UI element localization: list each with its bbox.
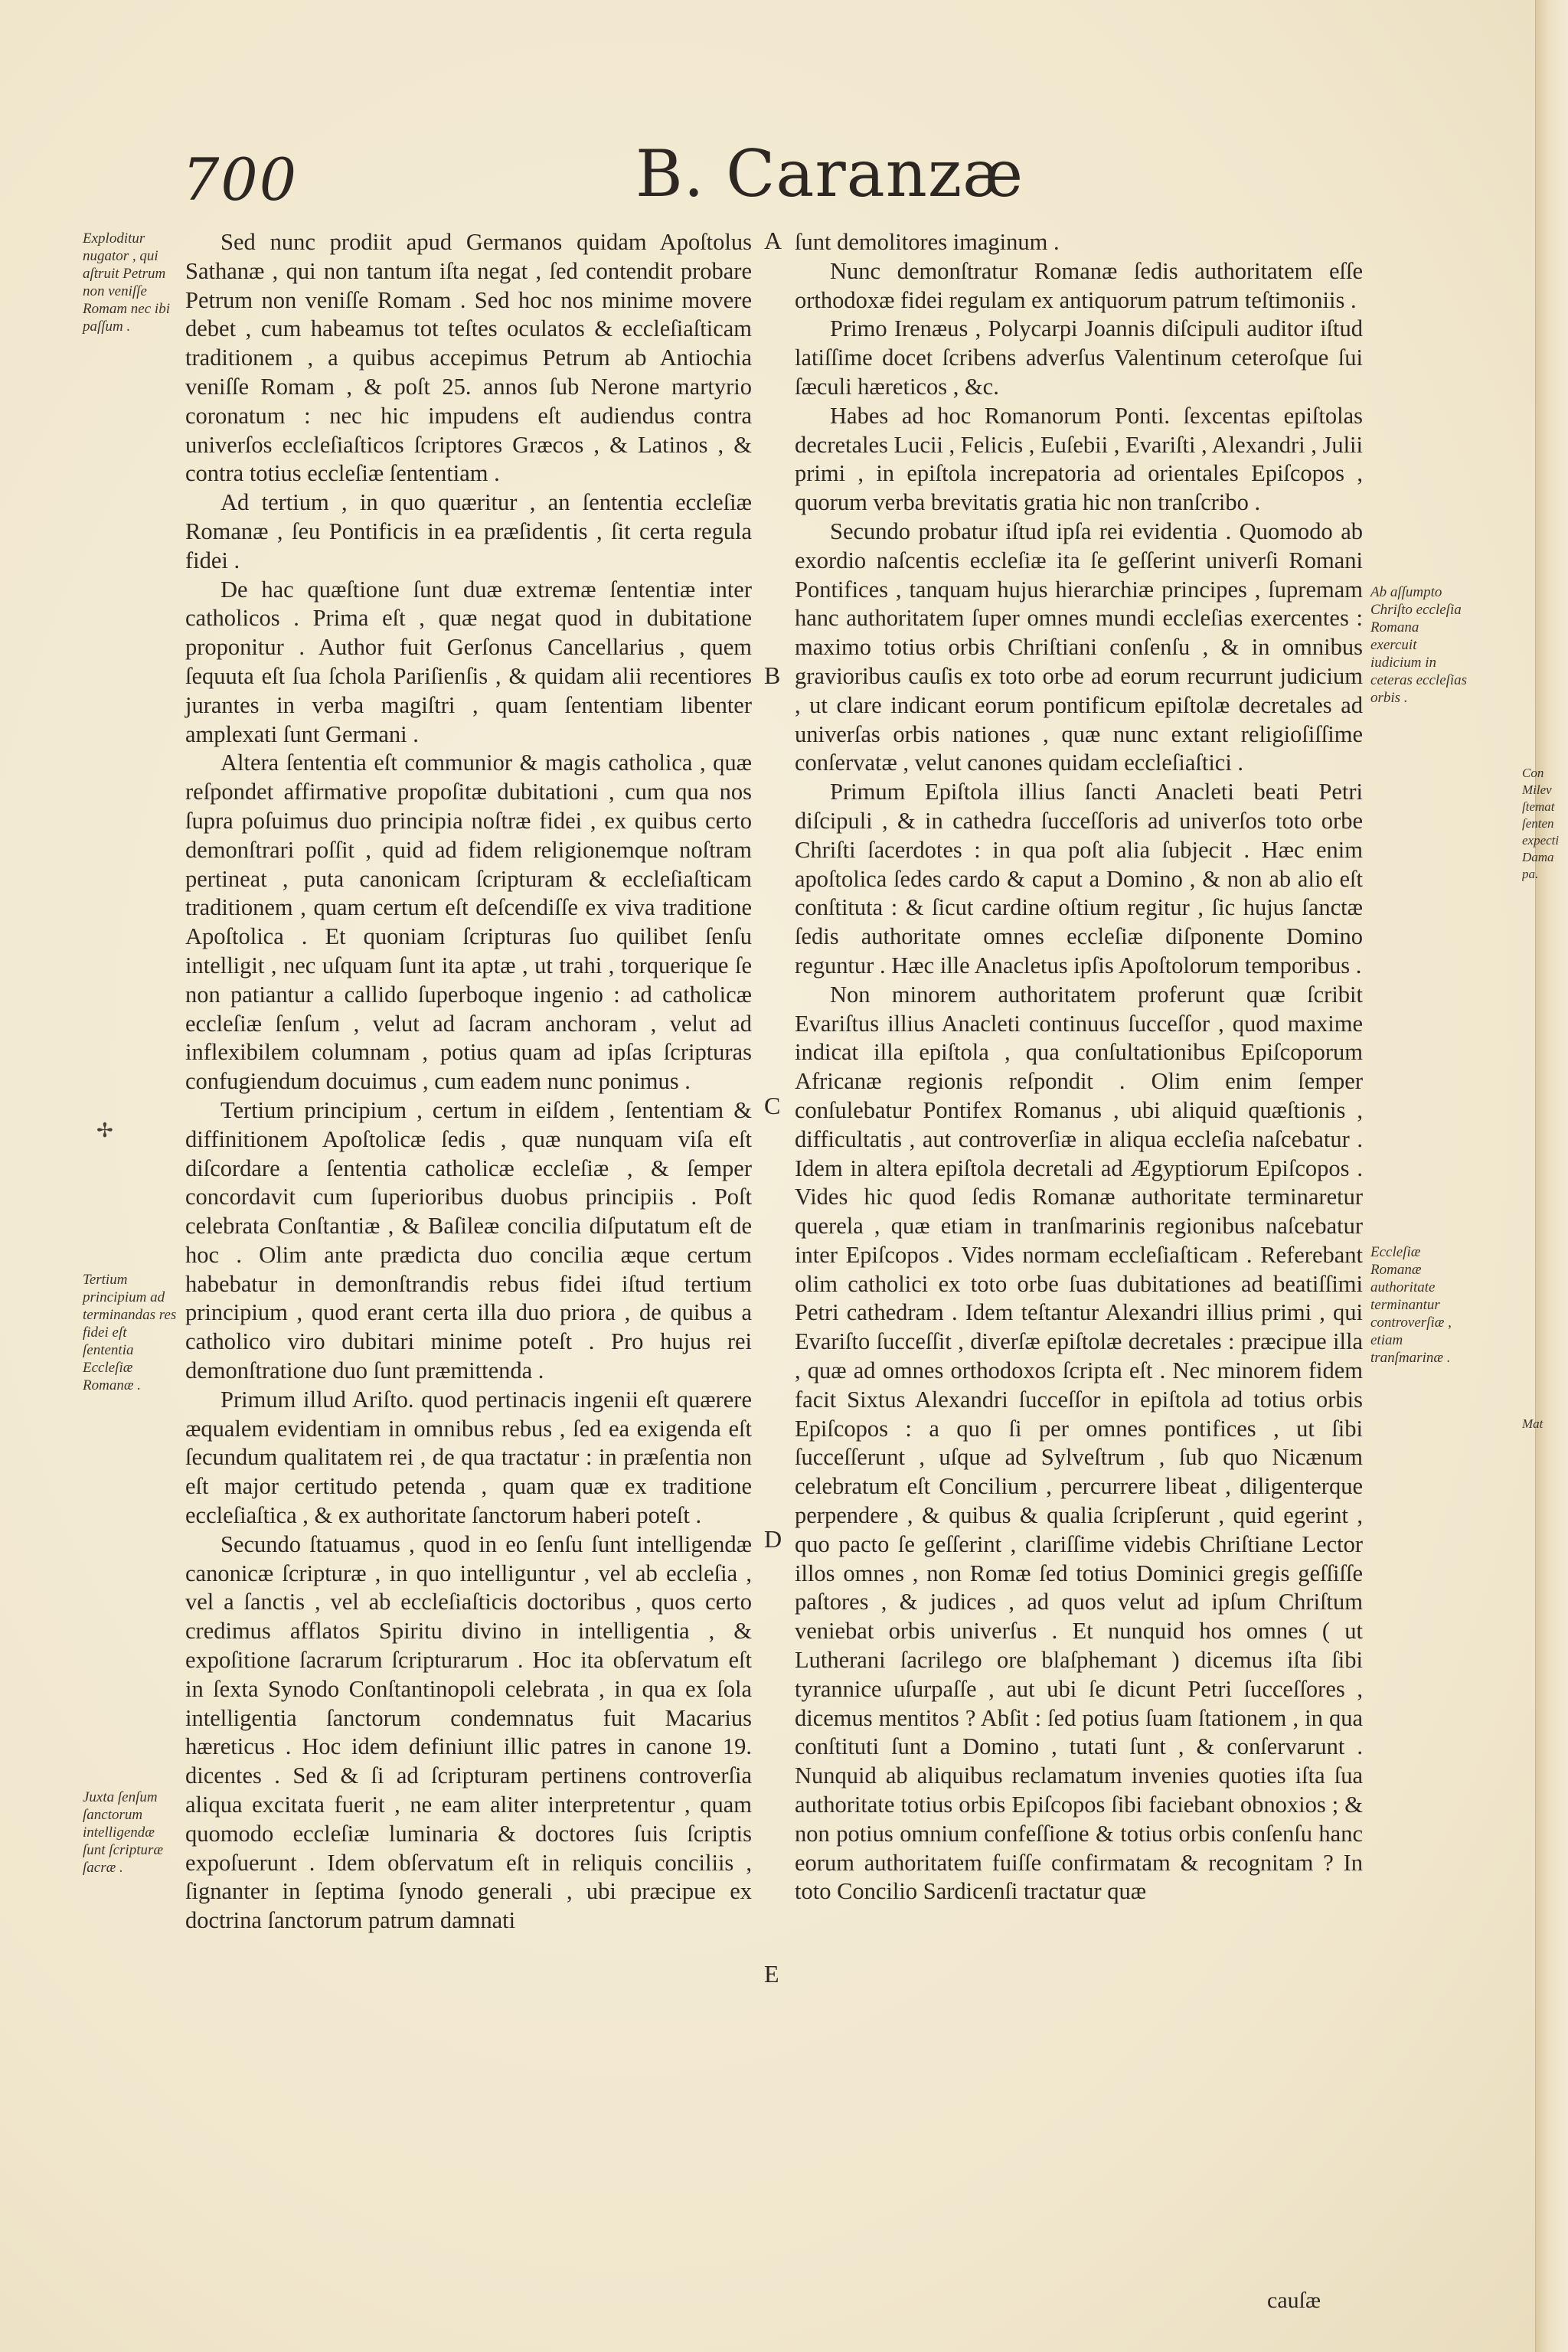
section-letter: D [764,1525,782,1553]
paragraph: Habes ad hoc Romanorum Ponti. ſexcentas epiſtolas decretales Lucii , Felicis , Euſebii , Evariſti , Alexandri , Julii primi , in epiſtola increpatoria ad orientales Epiſcopos , quorum verba brevitatis gratia hic non tranſcribo . [795,402,1363,516]
margin-ornament-icon: ✢ [96,1119,113,1142]
paragraph: Secundo probatur iſtud ipſa rei evidentia . Quomodo ab exordio naſcentis eccleſiæ ita ſe geſſerint univerſi Romani Pontifices , tanquam hujus hierarchiæ principes , ſupremam hanc authoritatem ſuper omnes mundi eccleſias exercentes : maximo totius orbis Chriſtiani conſenſu , & in omnibus gravioribus cauſis ex toto orbe ad eorum recurrunt judicium , ut clare indicant eorum pontificum epiſtolæ decretales ad univerſas orbis nationes , quæ nunc extant religioſiſſime conſervatæ , velut canones quidam eccleſiaſtici . [795,518,1363,776]
section-letter: C [764,1092,781,1119]
edge-note: expecti [1522,833,1560,848]
catchword: cauſæ [1267,2288,1321,2313]
right-margin-note: Ab aſſumpto Chriſto eccleſia Romana exercuit iudicium in ceteras eccleſias orbis . [1370,584,1468,706]
left-margin-note: Juxta ſenſum ſanctorum intelligendæ ſunt ſcripturæ ſacræ . [83,1789,164,1876]
paragraph: Primo Irenæus , Polycarpi Joannis diſcipuli auditor iſtud latiſſime docet ſcribens adverſus Valentinum ceteroſque ſui ſæculi hæreticos , &c. [795,315,1363,400]
edge-note: ſenten [1522,816,1554,831]
paragraph: Nunc demonſtratur Romanæ ſedis authoritatem eſſe orthodoxæ fidei regulam ex antiquorum patrum teſtimoniis . [795,257,1363,313]
binding-gutter [1535,0,1568,2352]
paragraph: De hac quæſtione ſunt duæ extremæ ſententiæ inter catholicos . Prima eſt , quæ negat quod in dubitatione proponitur . Author fuit Gerſonus Cancellarius , quem ſequuta eſt ſua ſchola Pariſienſis , & quidam alii recentiores jurantes in verba magiſtri , quam ſententiam libenter amplexati ſunt Germani . [185,576,752,747]
paragraph: Tertium principium , certum in eiſdem , ſententiam & diffinitionem Apoſtolicæ ſedis , quæ nunquam viſa eſt diſcordare a ſententia catholicæ eccleſiæ , & ſemper concordavit cum ſuperioribus duobus principiis . Poſt celebrata Conſtantiæ , & Baſileæ concilia diſputatum eſt de hoc . Olim ante prædicta duo concilia æque certum habebatur in demonſtrandis rebus fidei iſtud tertium principium , quod erant certa illa duo priora , de quibus a catholico viro dubitari minime poteſt . Pro hujus rei demonſtratione duo ſunt præmittenda . [185,1096,752,1384]
paragraph: Non minorem authoritatem proferunt quæ ſcribit Evariſtus illius Anacleti continuus ſucceſſor , quod maxime indicat illa epiſtola , qua conſultationibus Epiſcoporum Africanæ regionis reſpondit . Olim enim ſemper conſulebatur Pontifex Romanus , ubi aliquid quæſtionis , difficultatis , aut controverſiæ in aliqua eccleſia naſcebatur . Idem in altera epiſtola decretali ad Ægyptiorum Epiſcopos . Vides hic quod ſedis Romanæ authoritate terminaretur querela , quæ etiam in tranſmarinis regionibus naſcebatur inter Epiſcopos . Vides normam eccleſiaſticam . Referebant olim catholici ex toto orbe ſuas dubitationes ad beatiſſimi Petri cathedram . Idem teſtantur Alexandri illius primi , qui Evariſto ſucceſſit , diverſæ epiſtolæ decretales : præcipue illa , quæ ad omnes orthodoxos ſcripta eſt . Nec minorem fidem facit Sixtus Alexandri ſucceſſor in epiſtola ad totius orbis Epiſcopos : a quo ſi per omnes pontifices , ut ſibi ſucceſſerunt , uſque ad Sylveſtrum , ſub quo Nicænum celebratum eſt Concilium , percurrere libeat , diligenterque perpendere , & quibus & qualia ſcripſerunt , quid egerint , quo pacto ſe geſſerint , clariſſime videbis Chriſtiane Lector illos omnes , non Romæ ſed totius Dominici gregis geſſiſſe paſtores , & judices , ad quos velut ad ipſum Chriſtum veniebat orbis univerſus . Et nunquid hos omnes ( ut Lutherani ſacrilego ore blaſphemant ) dicemus iſta ſibi tyrannice uſurpaſſe , aut ubi ſe dicunt Petri ſucceſſores , dicemus mentitos ? Abſit : ſed potius ſuam ſtationem , in qua conſtituti ſunt a Domino , tutati ſunt , & conſervarunt . Nunquid ab aliquibus reclamatum invenies quoties iſta ſua authoritate totius orbis Epiſcopos ſibi faciebant obnoxios ; & non potius omnium confeſſione & totius orbis conſenſu hanc eorum authoritatem fuiſſe confirmatam & recognitam ? In toto Concilio Sardicenſi tractatur quæ [795,981,1363,1905]
paragraph: Secundo ſtatuamus , quod in eo ſenſu ſunt intelligendæ canonicæ ſcripturæ , in quo intelliguntur , vel ab eccleſia , vel a ſanctis , vel ab eccleſiaſticis doctoribus , quos certo credimus afflatos Spiritu divino in intelligentia , & expoſitione ſacrarum ſcripturarum . Hoc ita obſervatum eſt in ſexta Synodo Conſtantinopoli celebrata , in qua ex ſola intelligentia ſanctorum condemnatus fuit Macarius hæreticus . Hoc idem definiunt illic patres in canone 19. dicentes . Sed & ſi ad ſcripturam pertinens controverſia aliqua excitata fuerit , ne eam aliter interpretentur , quam quomodo eccleſiæ luminaria & doctores ſuis ſcriptis expoſuerunt . Idem obſervatum eſt in reliquis conciliis , ſignanter in ſeptima ſynodo generali , ubi præcipue ex doctrina ſanctorum patrum damnati [185,1530,752,1934]
section-letter: A [764,227,782,254]
paragraph: Ad tertium , in quo quæritur , an ſententia eccleſiæ Romanæ , ſeu Pontificis in ea præſidentis , ſit certa regula fidei . [185,489,752,573]
section-letter: B [764,662,781,689]
left-text-column [185,228,752,1936]
paragraph: Primum illud Ariſto. quod pertinacis ingenii eſt quærere æqualem evidentiam in omnibus rebus , ſed ea exigenda eſt ſecundum qualitatem rei , de qua tractatur : in præſentia non eſt major certitudo petenda , quam quæ ex traditione eccleſiaſtica , & ex authoritate ſanctorum haberi poteſt . [185,1386,752,1529]
right-margin-note: Eccleſiæ Romanæ authoritate terminantur controverſiæ , etiam tranſmarinæ . [1370,1244,1452,1366]
paragraph: Primum Epiſtola illius ſancti Anacleti beati Petri diſcipuli , & in cathedra ſucceſſoris ad univerſos toto orbe Chriſti ſacerdotes : in qua poſt alia ſubjecit . Hæc enim apoſtolica ſedes cardo & caput a Domino , & non ab alio eſt conſtituta : & ſicut cardine oſtium regitur , ſic hujus ſanctæ ſedis authoritate omnes eccleſiæ diſponente Domino reguntur . Hæc ille Anacletus ipſis Apoſtolorum temporibus . [795,779,1363,978]
right-text-column [795,228,1363,1906]
running-title: B. Caranzæ [635,136,1024,211]
edge-note: ſtemat [1522,799,1555,814]
left-margin-note: Exploditur nugator , qui aſtruit Petrum non veniſſe Romam nec ibi paſſum . [83,230,170,335]
edge-note: Milev [1522,782,1552,797]
edge-note: Con [1522,766,1544,780]
paragraph: Sed nunc prodiit apud Germanos quidam Apoſtolus Sathanæ , qui non tantum iſta negat , ſed contendit probare Petrum non veniſſe Romam . Sed hoc nos minime movere debet , cum habeamus tot teſtes oculatos & eccleſiaſticam traditionem , a quibus accepimus Petrum ab Antiochia veniſſe Romam , & poſt 25. annos ſub Nerone martyrio coronatum : nec hic impudens eſt audiendus contra univerſos eccleſiaſticos ſcriptores Græcos , & Latinos , & contra totius eccleſiæ ſententiam . [185,229,752,487]
edge-note: pa. [1522,867,1539,881]
page-number: 700 [182,145,299,214]
edge-note: Mat [1522,1416,1544,1431]
left-margin-note: Tertium principium ad terminandas res fidei eſt ſententia Eccleſiæ Romanæ . [83,1272,177,1393]
paragraph: ſunt demolitores imaginum . [795,229,1060,255]
section-letter: E [764,1960,779,1988]
edge-note: Dama [1522,850,1554,864]
paragraph: Altera ſententia eſt communior & magis catholica , quæ reſpondet affirmative propoſitæ dubitationi , cum qua nos ſupra poſuimus duo principia noſtræ fidei , ex quibus certo demonſtrari poſſit , quid ad fidem religionemque noſtram pertineat , puta canonicam ſcripturam & eccleſiaſticam traditionem , quam certum eſt deſcendiſſe ex viva traditione Apoſtolica . Et quoniam ſcripturas ſuo quilibet ſenſu intelligit , nec uſquam ſunt ita aptæ , ut trahi , torquerique ſe non patiantur a callido ſuperboque ingenio : ad catholicæ eccleſiæ ſenſum , velut ad ſacram anchoram , velut ad inflexibilem columnam , potius quam ad ipſas ſcripturas confugiendum docuimus , cum eadem nunc ponimus . [185,750,752,1095]
